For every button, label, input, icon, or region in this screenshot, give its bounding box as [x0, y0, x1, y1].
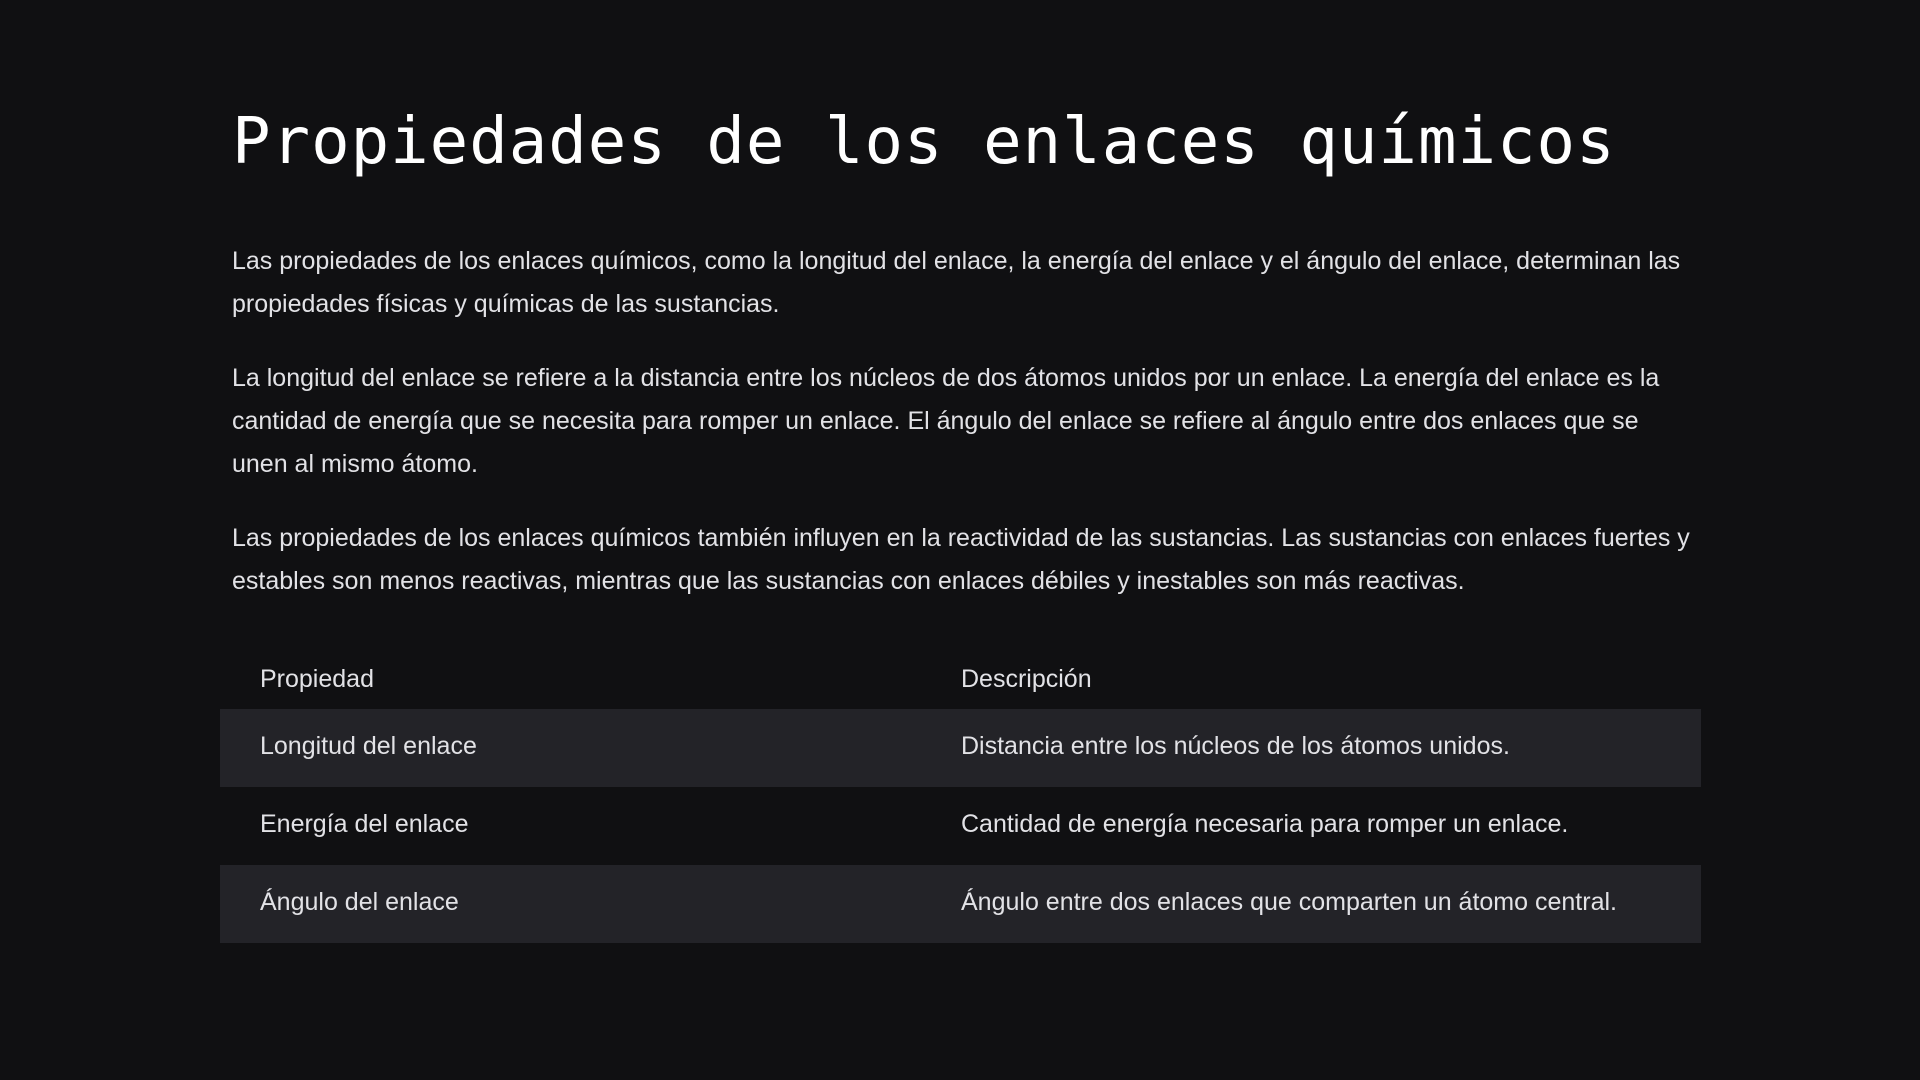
table-row: [220, 865, 1701, 943]
table-header-property: Propiedad: [260, 664, 374, 693]
table-header-row: [220, 649, 1701, 709]
table-cell-description: Distancia entre los núcleos de los átomos unidos.: [961, 732, 1510, 760]
table-row: [220, 709, 1701, 787]
table-cell-description: Cantidad de energía necesaria para romper un enlace.: [961, 810, 1569, 838]
table-cell-property: Longitud del enlace: [260, 732, 477, 760]
table-row: [220, 787, 1701, 865]
table-header-description: Descripción: [961, 664, 1092, 693]
definitions-paragraph: La longitud del enlace se refiere a la distancia entre los núcleos de dos átomos unidos por un enlace. La energía del enlace es la cantidad de energía que se necesita para romper un enlace. El ángulo del enlace se refiere al ángulo entre dos enlaces que se unen al mismo átomo.: [232, 364, 1660, 478]
slide-title: Propiedades de los enlaces químicos: [232, 105, 1616, 179]
properties-table: [220, 649, 1701, 943]
reactivity-paragraph: Las propiedades de los enlaces químicos también influyen en la reactividad de las sustancias. Las sustancias con enlaces fuertes y estables son menos reactivas, mientras que las sustancias con enlaces débiles y inestables son más reactivas.: [232, 524, 1690, 595]
table-cell-property: Energía del enlace: [260, 810, 469, 838]
intro-paragraph: Las propiedades de los enlaces químicos, como la longitud del enlace, la energía del enlace y el ángulo del enlace, determinan las propiedades físicas y químicas de las sustancias.: [232, 247, 1681, 318]
table-cell-property: Ángulo del enlace: [260, 888, 459, 916]
table-cell-description: Ángulo entre dos enlaces que comparten un átomo central.: [961, 888, 1617, 916]
